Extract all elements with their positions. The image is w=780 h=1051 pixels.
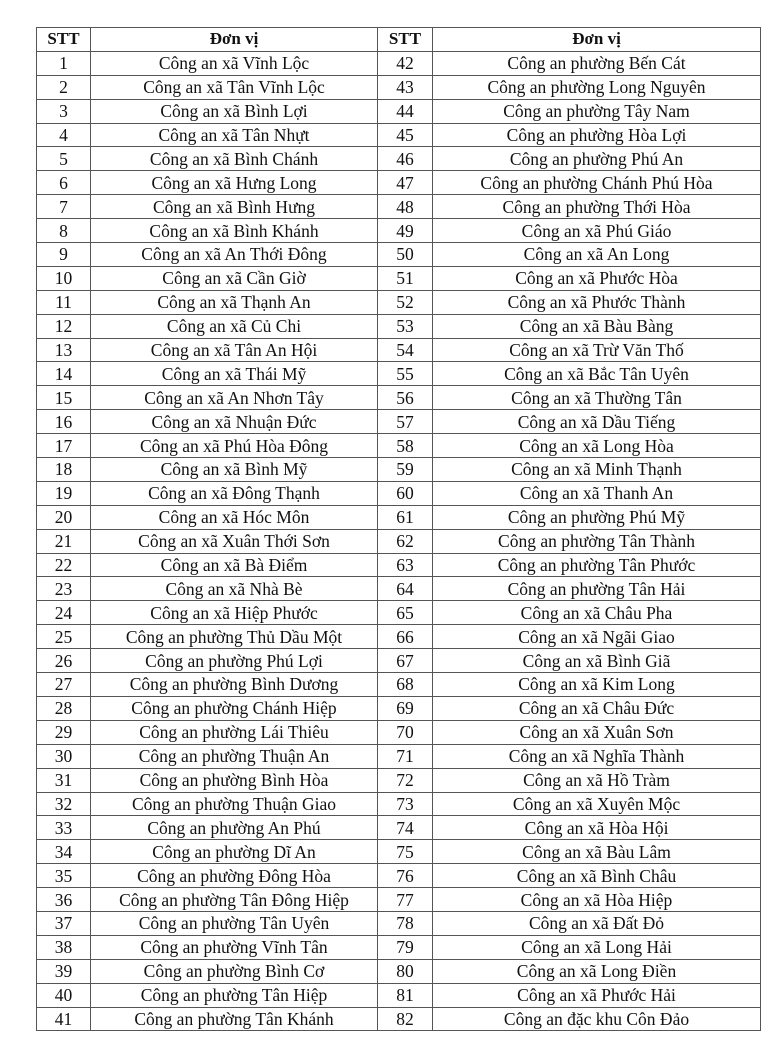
- row-stt-left: 33: [37, 816, 91, 840]
- row-unit-left: Công an xã Tân Vĩnh Lộc: [91, 75, 378, 99]
- table-row: [37, 195, 761, 219]
- row-stt-right: 51: [378, 266, 433, 290]
- row-unit-left: Công an xã An Thới Đông: [91, 243, 378, 267]
- row-stt-right: 54: [378, 338, 433, 362]
- row-stt-left: 20: [37, 505, 91, 529]
- row-stt-left: 7: [37, 195, 91, 219]
- table-row: [37, 481, 761, 505]
- row-unit-left: Công an xã Cần Giờ: [91, 266, 378, 290]
- row-unit-right: Công an xã Xuyên Mộc: [433, 792, 761, 816]
- row-unit-right: Công an đặc khu Côn Đảo: [433, 1007, 761, 1031]
- row-stt-right: 79: [378, 935, 433, 959]
- table-row: [37, 147, 761, 171]
- row-stt-left: 19: [37, 481, 91, 505]
- row-unit-right: Công an xã Long Hải: [433, 935, 761, 959]
- row-unit-right: Công an xã Bình Châu: [433, 864, 761, 888]
- row-unit-right: Công an phường Bến Cát: [433, 51, 761, 75]
- row-unit-right: Công an xã Kim Long: [433, 673, 761, 697]
- row-stt-left: 32: [37, 792, 91, 816]
- table-row: [37, 696, 761, 720]
- row-stt-right: 56: [378, 386, 433, 410]
- table-row: [37, 577, 761, 601]
- row-stt-left: 23: [37, 577, 91, 601]
- table-row: [37, 505, 761, 529]
- row-unit-left: Công an xã Phú Hòa Đông: [91, 434, 378, 458]
- row-stt-left: 35: [37, 864, 91, 888]
- row-stt-right: 80: [378, 959, 433, 983]
- row-unit-left: Công an xã Bình Chánh: [91, 147, 378, 171]
- header-unit-left: Đơn vị: [91, 28, 378, 52]
- row-unit-right: Công an xã Phước Hòa: [433, 266, 761, 290]
- table-row: [37, 410, 761, 434]
- row-stt-right: 63: [378, 553, 433, 577]
- row-unit-right: Công an xã Long Hòa: [433, 434, 761, 458]
- row-stt-left: 4: [37, 123, 91, 147]
- row-unit-left: Công an xã Hưng Long: [91, 171, 378, 195]
- table-row: [37, 935, 761, 959]
- row-unit-left: Công an phường Phú Lợi: [91, 649, 378, 673]
- row-stt-right: 52: [378, 290, 433, 314]
- row-unit-right: Công an phường Tân Phước: [433, 553, 761, 577]
- row-stt-left: 21: [37, 529, 91, 553]
- row-stt-right: 42: [378, 51, 433, 75]
- row-stt-left: 5: [37, 147, 91, 171]
- row-stt-left: 28: [37, 696, 91, 720]
- row-unit-left: Công an phường Thuận An: [91, 744, 378, 768]
- table-row: [37, 314, 761, 338]
- row-unit-left: Công an phường Tân Đông Hiệp: [91, 888, 378, 912]
- row-unit-left: Công an xã Thạnh An: [91, 290, 378, 314]
- row-unit-right: Công an phường Thới Hòa: [433, 195, 761, 219]
- table-row: [37, 458, 761, 482]
- row-stt-right: 45: [378, 123, 433, 147]
- table-row: [37, 338, 761, 362]
- row-unit-right: Công an xã Ngãi Giao: [433, 625, 761, 649]
- row-unit-right: Công an phường Phú An: [433, 147, 761, 171]
- table-row: [37, 386, 761, 410]
- table-row: [37, 219, 761, 243]
- row-stt-left: 39: [37, 959, 91, 983]
- row-stt-right: 58: [378, 434, 433, 458]
- table-row: [37, 1007, 761, 1031]
- row-unit-left: Công an phường Chánh Hiệp: [91, 696, 378, 720]
- row-unit-left: Công an xã Xuân Thới Sơn: [91, 529, 378, 553]
- row-unit-left: Công an xã Hóc Môn: [91, 505, 378, 529]
- row-stt-right: 60: [378, 481, 433, 505]
- row-unit-right: Công an xã An Long: [433, 243, 761, 267]
- row-unit-right: Công an xã Hồ Tràm: [433, 768, 761, 792]
- row-stt-right: 55: [378, 362, 433, 386]
- row-stt-right: 64: [378, 577, 433, 601]
- row-stt-right: 59: [378, 458, 433, 482]
- table-row: [37, 290, 761, 314]
- row-stt-left: 40: [37, 983, 91, 1007]
- row-stt-left: 1: [37, 51, 91, 75]
- row-unit-left: Công an xã Bình Lợi: [91, 99, 378, 123]
- row-unit-left: Công an phường Vĩnh Tân: [91, 935, 378, 959]
- row-stt-left: 2: [37, 75, 91, 99]
- row-stt-left: 6: [37, 171, 91, 195]
- row-unit-right: Công an xã Hòa Hội: [433, 816, 761, 840]
- table-row: [37, 911, 761, 935]
- row-stt-right: 77: [378, 888, 433, 912]
- row-unit-right: Công an xã Châu Đức: [433, 696, 761, 720]
- row-unit-right: Công an phường Tây Nam: [433, 99, 761, 123]
- row-unit-left: Công an xã Củ Chi: [91, 314, 378, 338]
- row-stt-left: 9: [37, 243, 91, 267]
- table-row: [37, 266, 761, 290]
- row-unit-left: Công an phường An Phú: [91, 816, 378, 840]
- row-stt-left: 41: [37, 1007, 91, 1031]
- row-unit-right: Công an xã Nghĩa Thành: [433, 744, 761, 768]
- table-row: [37, 768, 761, 792]
- row-stt-right: 44: [378, 99, 433, 123]
- header-unit-right: Đơn vị: [433, 28, 761, 52]
- row-stt-right: 78: [378, 911, 433, 935]
- table-row: [37, 243, 761, 267]
- table-row: [37, 649, 761, 673]
- row-unit-right: Công an xã Minh Thạnh: [433, 458, 761, 482]
- row-stt-right: 43: [378, 75, 433, 99]
- table-row: [37, 123, 761, 147]
- row-stt-left: 16: [37, 410, 91, 434]
- row-unit-left: Công an phường Thủ Dầu Một: [91, 625, 378, 649]
- row-unit-right: Công an xã Bình Giã: [433, 649, 761, 673]
- row-unit-right: Công an xã Thường Tân: [433, 386, 761, 410]
- row-stt-left: 30: [37, 744, 91, 768]
- row-unit-right: Công an xã Phú Giáo: [433, 219, 761, 243]
- row-stt-left: 11: [37, 290, 91, 314]
- row-unit-right: Công an phường Chánh Phú Hòa: [433, 171, 761, 195]
- row-unit-right: Công an xã Đất Đỏ: [433, 911, 761, 935]
- row-unit-right: Công an xã Xuân Sơn: [433, 720, 761, 744]
- row-unit-right: Công an xã Châu Pha: [433, 601, 761, 625]
- row-stt-right: 69: [378, 696, 433, 720]
- row-unit-left: Công an phường Đông Hòa: [91, 864, 378, 888]
- row-stt-right: 71: [378, 744, 433, 768]
- table-row: [37, 529, 761, 553]
- row-stt-left: 24: [37, 601, 91, 625]
- row-unit-right: Công an xã Dầu Tiếng: [433, 410, 761, 434]
- row-unit-left: Công an xã Tân Nhựt: [91, 123, 378, 147]
- table-row: [37, 888, 761, 912]
- row-unit-right: Công an xã Phước Hải: [433, 983, 761, 1007]
- row-stt-right: 66: [378, 625, 433, 649]
- row-unit-right: Công an xã Hòa Hiệp: [433, 888, 761, 912]
- row-stt-left: 10: [37, 266, 91, 290]
- row-stt-right: 68: [378, 673, 433, 697]
- table-row: [37, 434, 761, 458]
- row-stt-left: 36: [37, 888, 91, 912]
- row-unit-right: Công an phường Long Nguyên: [433, 75, 761, 99]
- row-stt-left: 38: [37, 935, 91, 959]
- row-stt-left: 12: [37, 314, 91, 338]
- row-stt-right: 67: [378, 649, 433, 673]
- row-unit-left: Công an xã Tân An Hội: [91, 338, 378, 362]
- row-stt-left: 22: [37, 553, 91, 577]
- row-stt-right: 53: [378, 314, 433, 338]
- row-unit-right: Công an phường Hòa Lợi: [433, 123, 761, 147]
- table-row: [37, 840, 761, 864]
- row-unit-right: Công an xã Bắc Tân Uyên: [433, 362, 761, 386]
- document-sheet: [36, 27, 761, 1031]
- row-unit-left: Công an xã An Nhơn Tây: [91, 386, 378, 410]
- table-row: [37, 601, 761, 625]
- row-unit-right: Công an xã Phước Thành: [433, 290, 761, 314]
- row-stt-right: 57: [378, 410, 433, 434]
- table-row: [37, 51, 761, 75]
- row-stt-left: 26: [37, 649, 91, 673]
- row-stt-right: 70: [378, 720, 433, 744]
- row-unit-right: Công an xã Long Điền: [433, 959, 761, 983]
- table-row: [37, 553, 761, 577]
- table-row: [37, 816, 761, 840]
- table-row: [37, 75, 761, 99]
- row-stt-right: 76: [378, 864, 433, 888]
- row-stt-left: 14: [37, 362, 91, 386]
- table-row: [37, 362, 761, 386]
- row-stt-left: 29: [37, 720, 91, 744]
- row-stt-left: 18: [37, 458, 91, 482]
- row-stt-left: 31: [37, 768, 91, 792]
- row-unit-left: Công an xã Nhà Bè: [91, 577, 378, 601]
- row-stt-right: 81: [378, 983, 433, 1007]
- row-stt-right: 46: [378, 147, 433, 171]
- row-stt-right: 48: [378, 195, 433, 219]
- row-stt-right: 47: [378, 171, 433, 195]
- row-stt-left: 17: [37, 434, 91, 458]
- row-unit-left: Công an phường Tân Uyên: [91, 911, 378, 935]
- table-row: [37, 673, 761, 697]
- row-stt-left: 27: [37, 673, 91, 697]
- table-row: [37, 171, 761, 195]
- row-unit-left: Công an phường Tân Hiệp: [91, 983, 378, 1007]
- table-row: [37, 744, 761, 768]
- row-unit-left: Công an phường Dĩ An: [91, 840, 378, 864]
- row-unit-left: Công an phường Bình Cơ: [91, 959, 378, 983]
- header-stt-left: STT: [37, 28, 91, 52]
- table-row: [37, 792, 761, 816]
- row-stt-right: 82: [378, 1007, 433, 1031]
- row-stt-left: 3: [37, 99, 91, 123]
- row-unit-left: Công an phường Bình Hòa: [91, 768, 378, 792]
- row-unit-left: Công an xã Hiệp Phước: [91, 601, 378, 625]
- row-unit-right: Công an xã Bàu Lâm: [433, 840, 761, 864]
- row-unit-right: Công an phường Phú Mỹ: [433, 505, 761, 529]
- row-stt-right: 74: [378, 816, 433, 840]
- row-stt-left: 34: [37, 840, 91, 864]
- row-unit-left: Công an phường Thuận Giao: [91, 792, 378, 816]
- row-unit-left: Công an xã Vĩnh Lộc: [91, 51, 378, 75]
- row-unit-left: Công an phường Bình Dương: [91, 673, 378, 697]
- table-header-row: [37, 28, 761, 52]
- row-stt-left: 13: [37, 338, 91, 362]
- row-unit-left: Công an xã Thái Mỹ: [91, 362, 378, 386]
- table-body: [37, 51, 761, 1031]
- row-stt-right: 50: [378, 243, 433, 267]
- row-stt-left: 37: [37, 911, 91, 935]
- row-stt-right: 49: [378, 219, 433, 243]
- row-stt-left: 8: [37, 219, 91, 243]
- table-row: [37, 720, 761, 744]
- row-unit-left: Công an phường Lái Thiêu: [91, 720, 378, 744]
- row-unit-right: Công an xã Trừ Văn Thố: [433, 338, 761, 362]
- table-row: [37, 864, 761, 888]
- table-row: [37, 959, 761, 983]
- row-stt-right: 75: [378, 840, 433, 864]
- row-unit-right: Công an xã Thanh An: [433, 481, 761, 505]
- row-stt-right: 73: [378, 792, 433, 816]
- row-stt-right: 61: [378, 505, 433, 529]
- police-units-table: [36, 27, 761, 1031]
- row-stt-left: 25: [37, 625, 91, 649]
- row-unit-left: Công an xã Bình Khánh: [91, 219, 378, 243]
- table-row: [37, 99, 761, 123]
- row-stt-left: 15: [37, 386, 91, 410]
- row-unit-left: Công an xã Bình Mỹ: [91, 458, 378, 482]
- row-unit-left: Công an xã Nhuận Đức: [91, 410, 378, 434]
- row-unit-left: Công an xã Bà Điểm: [91, 553, 378, 577]
- row-unit-right: Công an xã Bàu Bàng: [433, 314, 761, 338]
- row-stt-right: 65: [378, 601, 433, 625]
- row-unit-left: Công an xã Bình Hưng: [91, 195, 378, 219]
- row-unit-right: Công an phường Tân Hải: [433, 577, 761, 601]
- table-row: [37, 983, 761, 1007]
- row-unit-right: Công an phường Tân Thành: [433, 529, 761, 553]
- table-row: [37, 625, 761, 649]
- row-unit-left: Công an xã Đông Thạnh: [91, 481, 378, 505]
- header-stt-right: STT: [378, 28, 433, 52]
- row-unit-left: Công an phường Tân Khánh: [91, 1007, 378, 1031]
- row-stt-right: 72: [378, 768, 433, 792]
- row-stt-right: 62: [378, 529, 433, 553]
